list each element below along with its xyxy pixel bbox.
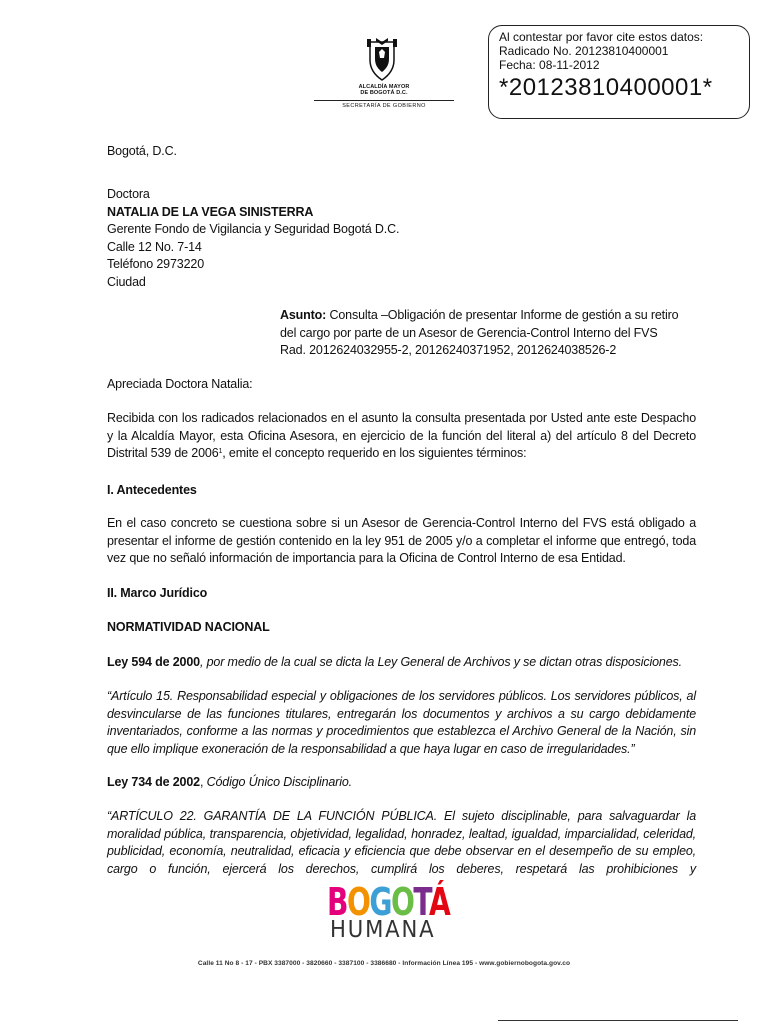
intro-paragraph: [107, 410, 696, 463]
section-heading-antecedentes: I. Antecedentes: [107, 483, 197, 497]
ley-734-reference: Ley 734 de 2002, Código Único Disciplinario.: [107, 775, 352, 789]
logo-letter: T: [413, 880, 429, 924]
recipient-name: NATALIA DE LA VEGA SINISTERRA: [107, 204, 314, 219]
radicado-box: [488, 25, 750, 119]
ley-734-description: Código Único Disciplinario.: [206, 775, 352, 789]
logo-letter: O: [390, 880, 414, 924]
articulo-22-quote: “ARTÍCULO 22. GARANTÍA DE LA FUNCIÓN PÚBLICA. El sujeto disciplinable, para salvaguardar la moralidad pública, transparencia, objetividad, legalidad, honradez, lealtad, igualdad, imparcialidad, celeridad, publicidad, economía, neutralidad, eficacia y eficiencia que debe observar en el desempeño de su empleo, cargo o función, ejercerá los derechos, cumplirá los deberes, respetará las prohibiciones y: [107, 809, 696, 876]
antecedentes-paragraph: En el caso concreto se cuestiona sobre si un Asesor de Gerencia-Control Interno del FVS está obligado a presentar el informe de gestión contenido en la ley 951 de 2005 y/o a completar el informe que entregó, toda vez que no señaló información de importancia para la Oficina de Control Interno de esa Entidad.: [107, 516, 696, 565]
radicado-date: Fecha: 08-11-2012: [499, 58, 600, 72]
intro-text-end: , emite el concepto requerido en los siguientes términos:: [222, 446, 527, 460]
subject-line-3: Rad. 2012624032955-2, 20126240371952, 2012624038526-2: [280, 343, 617, 357]
radicado-number: Radicado No. 20123810400001: [499, 44, 669, 58]
bottom-divider: [498, 1020, 738, 1021]
articulo-15-quote: “Artículo 15. Responsabilidad especial y obligaciones de los servidores públicos. Los servidores públicos, al desvincularse de las funciones titulares, entregarán los documentos y archivos a su cargo debidamente inventariados, conforme a las normas y procedimientos que establezca el Archivo General de la Nación, sin que ello implique exoneración de la responsabilidad a que haya lugar en caso de irregularidades.”: [107, 689, 696, 756]
ley-734-title: Ley 734 de 2002: [107, 775, 200, 789]
recipient-address: Calle 12 No. 7-14: [107, 239, 202, 254]
ley-594-reference: [107, 654, 707, 672]
crest-divider: [314, 100, 454, 101]
crest-line-2: DE BOGOTÁ D.C.: [360, 90, 408, 96]
footer-address: Calle 11 No 8 - 17 - PBX 3387000 - 3820660 - 3387100 - 3386680 - Información Línea 195 - www.gobiernobogota.gov.co: [197, 960, 571, 967]
alcaldia-crest: [314, 38, 454, 118]
subject-label: Asunto:: [280, 308, 327, 322]
logo-humana-text: HUMANA: [330, 917, 436, 943]
recipient-city: Ciudad: [107, 274, 146, 289]
recipient-title: Doctora: [107, 187, 150, 201]
letter-city: Bogotá, D.C.: [107, 144, 177, 158]
subject-line-1: Consulta –Obligación de presentar Informe de gestión a su retiro: [329, 308, 679, 322]
footnote-mark[interactable]: 1: [218, 448, 223, 455]
crest-line-3: SECRETARÍA DE GOBIERNO: [342, 103, 426, 109]
logo-letter: O: [346, 880, 370, 924]
radicado-barcode-text: *20123810400001*: [499, 74, 713, 101]
logo-bogota-text: [327, 882, 449, 922]
logo-letter: B: [327, 880, 347, 924]
salutation: Apreciada Doctora Natalia:: [107, 377, 253, 391]
subject-block: [280, 307, 696, 360]
ley-594-title: Ley 594 de 2000: [107, 655, 200, 669]
subject-line-2: del cargo por parte de un Asesor de Gerencia-Control Interno del FVS: [280, 325, 658, 340]
recipient-phone: Teléfono 2973220: [107, 257, 204, 271]
recipient-position: Gerente Fondo de Vigilancia y Seguridad Bogotá D.C.: [107, 222, 400, 236]
coat-of-arms-icon: [364, 38, 400, 82]
logo-letter: G: [369, 880, 391, 924]
section-heading-normatividad: NORMATIVIDAD NACIONAL: [107, 620, 270, 634]
logo-letter: Á: [428, 880, 450, 924]
intro-text: Recibida con los radicados relacionados en el asunto la consulta presentada por Usted ante este Despacho y la Alcaldía Mayor, esta Oficina Asesora, en ejercicio de la función del literal a) del artículo 8 del Decreto Distrital 539 de 2006: [107, 411, 696, 460]
recipient-block: [107, 186, 399, 291]
radicado-instruction: Al contestar por favor cite estos datos:: [499, 30, 704, 44]
section-heading-marco-juridico: II. Marco Jurídico: [107, 586, 208, 600]
crest-line-1: ALCALDÍA MAYOR: [358, 84, 410, 90]
ley-594-description: , por medio de la cual se dicta la Ley General de Archivos y se dictan otras disposiciones.: [199, 655, 682, 669]
bogota-humana-logo: [327, 880, 450, 948]
